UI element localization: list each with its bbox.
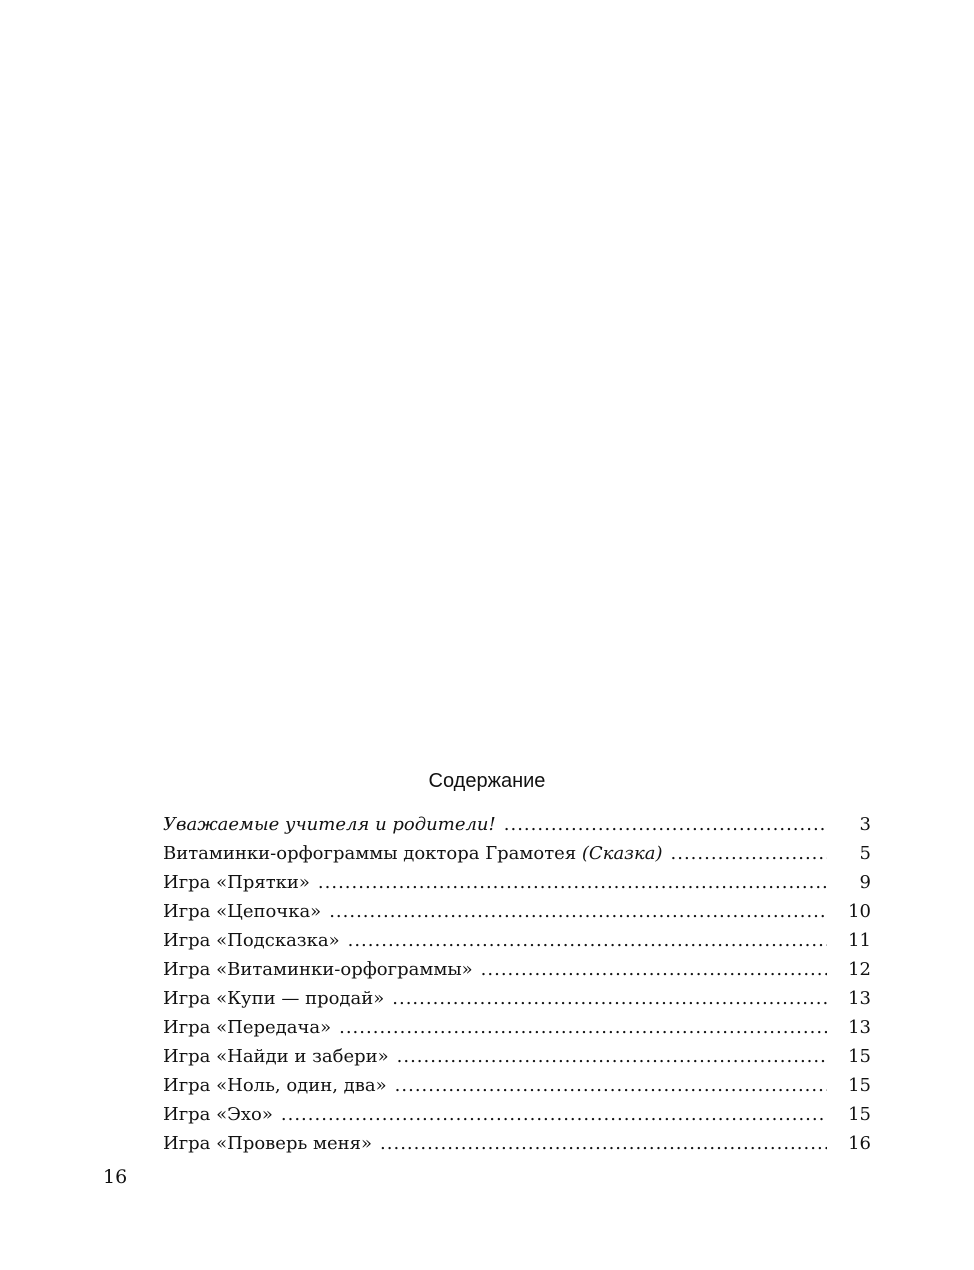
dot-leader: [318, 868, 827, 897]
toc-entry: [163, 1100, 871, 1129]
toc-entry-page: 9: [859, 872, 871, 893]
toc-entry-title: [163, 1042, 389, 1071]
page-number: 16: [103, 1166, 128, 1188]
toc-entry-title: [163, 1100, 273, 1129]
toc-entry-title-segment: Игра «Найди и забери»: [163, 1046, 389, 1067]
toc-entry-page: 16: [848, 1133, 871, 1154]
toc-title: Содержание: [428, 770, 546, 792]
toc-entry: [163, 839, 871, 868]
dot-leader: [397, 1042, 827, 1071]
dot-leader: [348, 926, 827, 955]
toc-entry-title-segment: Игра «Эхо»: [163, 1104, 273, 1125]
toc-entry-title: [163, 1013, 331, 1042]
toc-entry: [163, 955, 871, 984]
dot-leader: [504, 810, 827, 839]
toc-entry-page: 5: [859, 843, 871, 864]
toc-entry: [163, 1129, 871, 1158]
dot-leader: [671, 839, 827, 868]
toc-entry-title: [163, 1129, 372, 1158]
toc-entry-title-segment: Игра «Подсказка»: [163, 930, 340, 951]
toc-entry: [163, 1071, 871, 1100]
toc-entry-page: 15: [848, 1075, 871, 1096]
dot-leader: [281, 1100, 827, 1129]
toc-entry-page: 12: [848, 959, 871, 980]
toc-entry-title: [163, 926, 340, 955]
toc-entry: [163, 897, 871, 926]
toc-entry-title: [163, 868, 310, 897]
dot-leader: [392, 984, 827, 1013]
toc-entry-title-segment: Игра «Проверь меня»: [163, 1133, 373, 1154]
toc-entry: [163, 984, 871, 1013]
toc-entry: [163, 810, 871, 839]
toc-entry-page: 10: [848, 901, 871, 922]
toc-entry: [163, 1013, 871, 1042]
toc-entry-title: [163, 984, 384, 1013]
dot-leader: [329, 897, 827, 926]
toc-entry-title-segment: Игра «Витаминки-орфограммы»: [163, 959, 473, 980]
toc-entry-title-segment: Игра «Ноль, один, два»: [163, 1075, 387, 1096]
toc-entry-title-segment: Витаминки-орфограммы доктора Грамотея: [163, 843, 582, 864]
dot-leader: [481, 955, 827, 984]
toc-entry-title-segment: Игра «Цепочка»: [163, 901, 322, 922]
dot-leader: [395, 1071, 827, 1100]
toc-entry: [163, 868, 871, 897]
toc-entry-title: [163, 810, 496, 839]
toc-entry-page: 11: [848, 930, 871, 951]
toc-entry-title-segment: Игра «Купи — продай»: [163, 988, 385, 1009]
toc-entry-page: 15: [848, 1104, 871, 1125]
toc-entry-page: 13: [848, 988, 871, 1009]
toc-entry-title: [163, 839, 663, 868]
dot-leader: [339, 1013, 827, 1042]
toc-entry-title: [163, 897, 321, 926]
toc-entry: [163, 926, 871, 955]
toc-entry-title-segment: Игра «Передача»: [163, 1017, 332, 1038]
toc-entry-title: [163, 955, 473, 984]
toc-entry-page: 3: [859, 814, 871, 835]
toc-list: [163, 810, 871, 1158]
toc-entry-title-segment: (Сказка): [581, 843, 663, 864]
toc-entry-page: 15: [848, 1046, 871, 1067]
toc-entry: [163, 1042, 871, 1071]
toc-entry-title-segment: Игра «Прятки»: [163, 872, 310, 893]
toc-entry-title-segment: Уважаемые учителя и родители!: [163, 814, 496, 835]
dot-leader: [380, 1129, 827, 1158]
toc-entry-title: [163, 1071, 387, 1100]
toc-entry-page: 13: [848, 1017, 871, 1038]
